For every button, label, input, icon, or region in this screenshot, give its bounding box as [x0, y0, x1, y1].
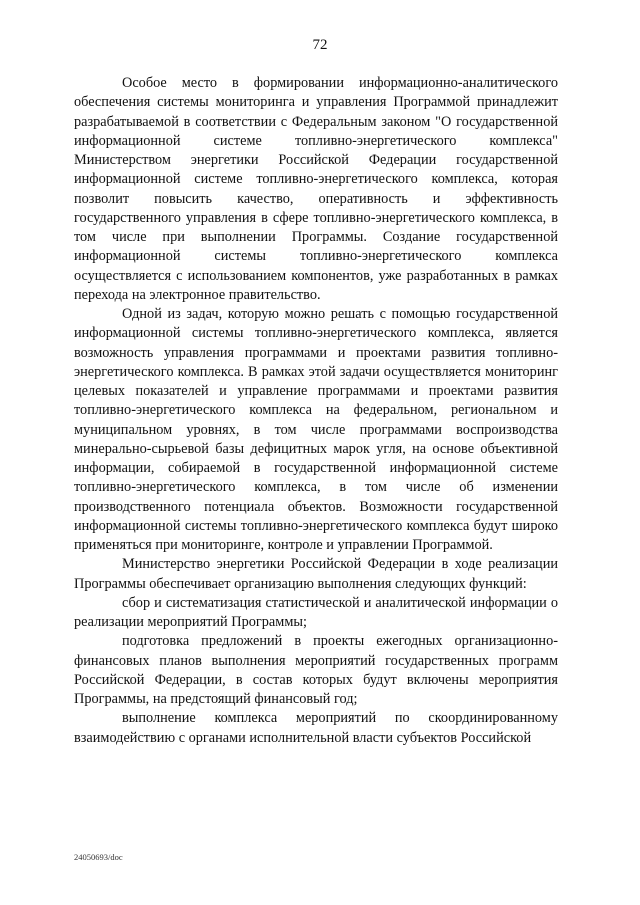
paragraph-6: выполнение комплекса мероприятий по скоординированному взаимодействию с органами исполнительной власти субъектов Российской [74, 710, 558, 746]
paragraph-3: Министерство энергетики Российской Федерации в ходе реализации Программы обеспечивает организацию выполнения следующих функций: [74, 556, 558, 592]
paragraph-1: Особое место в формировании информационно-аналитического обеспечения системы мониторинга и управления Программой принадлежит разрабатываемой в соответствии с Федеральным законом "О государственной информационной системе топливно-энергетического комплекса" Министерством энергетики Российской Федерации государственной информационной системе топливно-энергетического комплекса, которая позволит повысить качество, оперативность и эффективность государственного управления в сфере топливно-энергетического комплекса, в том числе при выполнении Программы. Создание государственной информационной системы топливно-энергетического комплекса осуществляется с использованием компонентов, уже разработанных в рамках перехода на электронное правительство. [74, 75, 558, 303]
page-number: 72 [312, 37, 328, 53]
footer-document-reference: 24050693/doc [74, 852, 123, 862]
paragraph-5: подготовка предложений в проекты ежегодных организационно-финансовых планов выполнения мероприятий государственных программ Российской Федерации, в состав которых будут включены мероприятия Программы, на предстоящий финансовый год; [74, 633, 558, 707]
document-body [74, 74, 558, 748]
paragraph-4: сбор и систематизация статистической и аналитической информации о реализации мероприятий Программы; [74, 594, 558, 630]
paragraph-2: Одной из задач, которую можно решать с помощью государственной информационной системы топливно-энергетического комплекса, является возможность управления программами и проектами развития топливно-энергетического комплекса. В рамках этой задачи осуществляется мониторинг целевых показателей и управление программами и проектами развития топливно-энергетического комплекса на федеральном, региональном и муниципальном уровнях, в том числе программами воспроизводства минерально-сырьевой базы дефицитных марок угля, на основе объективной информации, собираемой в государственной информационной системе топливно-энергетического комплекса, в том числе об изменении производственного потенциала объектов. Возможности государственной информационной системы топливно-энергетического комплекса будут широко применяться при мониторинге, контроле и управлении Программой. [74, 306, 558, 553]
